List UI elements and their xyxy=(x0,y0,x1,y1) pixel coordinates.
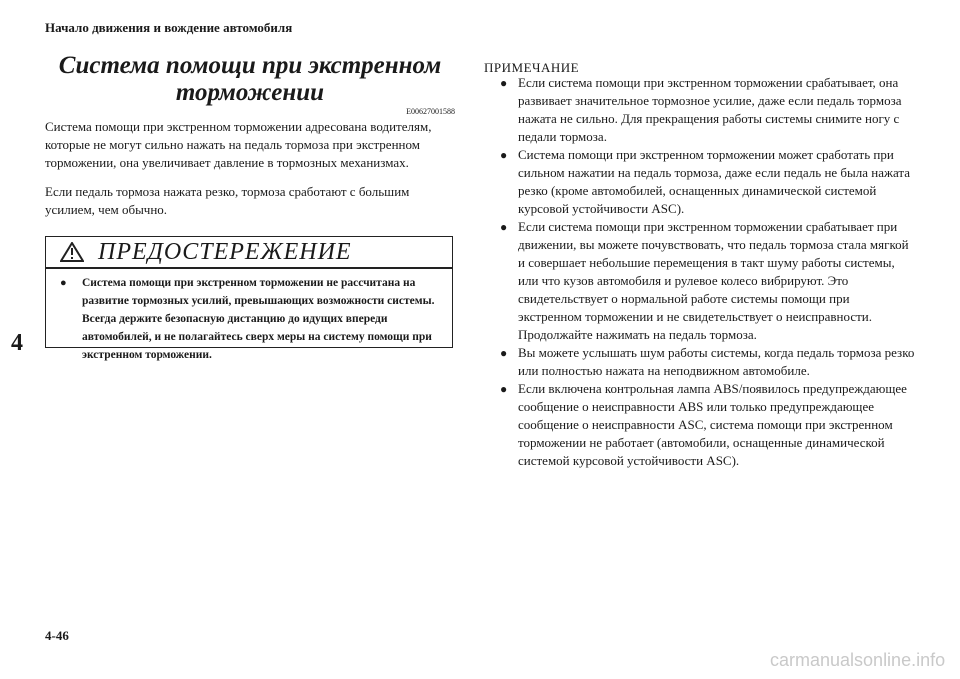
chapter-tab: 4 xyxy=(0,318,34,368)
warning-triangle-icon xyxy=(60,242,84,262)
warning-box xyxy=(45,236,453,361)
note-heading: ПРИМЕЧАНИЕ xyxy=(484,60,580,75)
note-text: Если система помощи при экстренном торможении срабатывает при движении, вы можете почувствовать, что педаль тормоза стала мягкой и совершает небольшие перемещения в такт шуму работы системы, или что кузов автомобиля и рулевое колесо вибрируют. Это свидетельствует о нормальной работе системы помощи при экстренном торможении и не свидетельствует о неисправности. Продолжайте нажимать на педаль тормоза. xyxy=(518,219,909,342)
watermark: carmanualsonline.info xyxy=(770,650,946,670)
note-text: Вы можете услышать шум работы системы, когда педаль тормоза резко или полностью нажата на неподвижном автомобиле. xyxy=(518,345,915,378)
intro-text xyxy=(45,118,455,230)
note-item xyxy=(500,344,915,380)
bullet-icon: ● xyxy=(500,220,508,234)
note-text: Система помощи при экстренном торможении может сработать при сильном нажатии на педаль тормоза, даже если педаль не была нажата резко (кроме автомобилей, оснащенных динамической системой курсовой устойчивости ASC). xyxy=(518,147,911,216)
bullet-icon: ● xyxy=(60,277,67,289)
intro-paragraph: Если педаль тормоза нажата резко, тормоза сработают с большим усилием, чем обычно. xyxy=(45,184,410,217)
bullet-icon: ● xyxy=(500,346,508,360)
note-text: Если включена контрольная лампа ABS/появилось предупреждающее сообщение о неисправности ABS или только предупреждающее сообщение о неисправности ASC, система помощи при экстренном торможении не работает (автомобили, оснащенные динамической системой курсовой устойчивости ASC). xyxy=(518,381,907,468)
warning-title: ПРЕДОСТЕРЕЖЕНИЕ xyxy=(98,238,352,265)
note-item xyxy=(500,218,915,344)
note-list xyxy=(500,74,915,470)
section-header: Начало движения и вождение автомобиля xyxy=(45,20,293,35)
note-text: Если система помощи при экстренном торможении срабатывает, она развивает значительное тормозное усилие, даже если педаль тормоза нажата не сильно. Для прекращения работы системы снимите ногу с педали тормоза. xyxy=(518,75,902,144)
note-item xyxy=(500,74,915,146)
bullet-icon: ● xyxy=(500,148,508,162)
warning-header xyxy=(46,237,452,269)
page-number: 4-46 xyxy=(45,628,69,643)
bullet-icon: ● xyxy=(500,76,508,90)
note-item xyxy=(500,146,915,218)
warning-text: Система помощи при экстренном торможении не рассчитана на развитие тормозных усилий, превышающих возможности системы. Всегда держите безопасную дистанцию до идущих впереди автомобилей, и не полагайтесь сверх меры на систему помощи при экстренном торможении. xyxy=(82,277,435,361)
document-code: E00627001588 xyxy=(406,107,455,116)
page-title: Система помощи при экстренном торможении xyxy=(58,52,442,106)
note-item xyxy=(500,380,915,470)
bullet-icon: ● xyxy=(500,382,508,396)
intro-paragraph: Система помощи при экстренном торможении адресована водителям, которые не могут сильно нажать на педаль тормоза при экстренном торможении, она увеличивает давление в тормозных механизмах. xyxy=(45,119,432,170)
warning-item xyxy=(46,269,452,364)
